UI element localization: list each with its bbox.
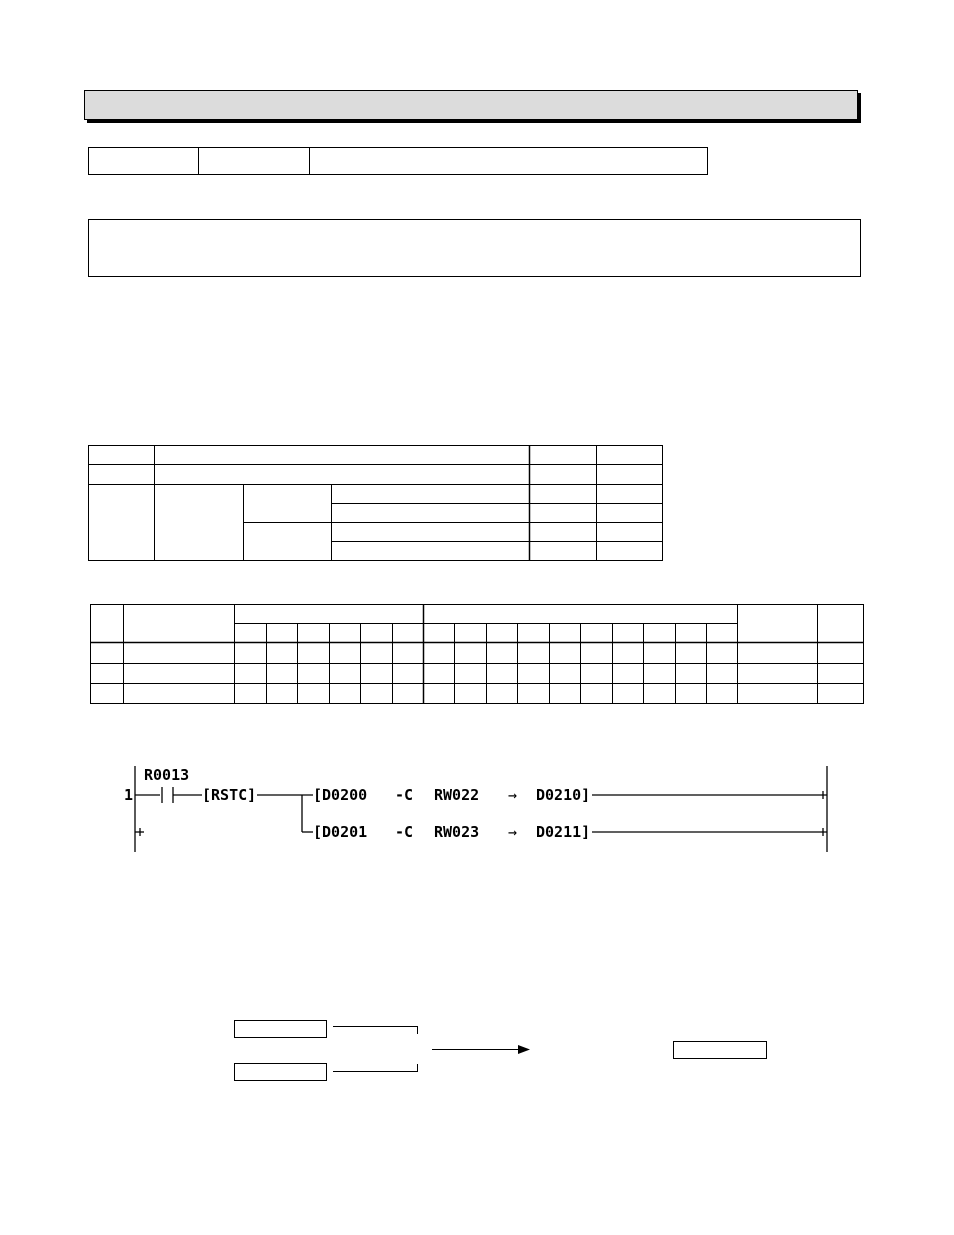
dst-2: D0211] bbox=[536, 823, 591, 841]
dst-1-text: D0210 bbox=[536, 786, 582, 804]
operand-1: RW022 bbox=[434, 786, 480, 804]
src-2: D0201 bbox=[322, 823, 368, 841]
dst-1: D0210] bbox=[536, 786, 591, 804]
contact-label: R0013 bbox=[144, 766, 190, 784]
function-name: RSTC bbox=[211, 786, 248, 804]
op-1: -C bbox=[395, 786, 414, 804]
arrow-2: → bbox=[508, 823, 518, 841]
src-1: D0200 bbox=[322, 786, 368, 804]
ladder-line-2: [D0201 bbox=[313, 823, 368, 841]
op-2: -C bbox=[395, 823, 414, 841]
ladder-line-1: [D0200 bbox=[313, 786, 368, 804]
arrow-1: → bbox=[508, 786, 518, 804]
rung-number: 1 bbox=[124, 786, 134, 804]
operand-2: RW023 bbox=[434, 823, 480, 841]
dst-2-text: D0211 bbox=[536, 823, 582, 841]
arrow-head-icon bbox=[518, 1045, 530, 1054]
function-label: [RSTC] bbox=[202, 786, 257, 804]
